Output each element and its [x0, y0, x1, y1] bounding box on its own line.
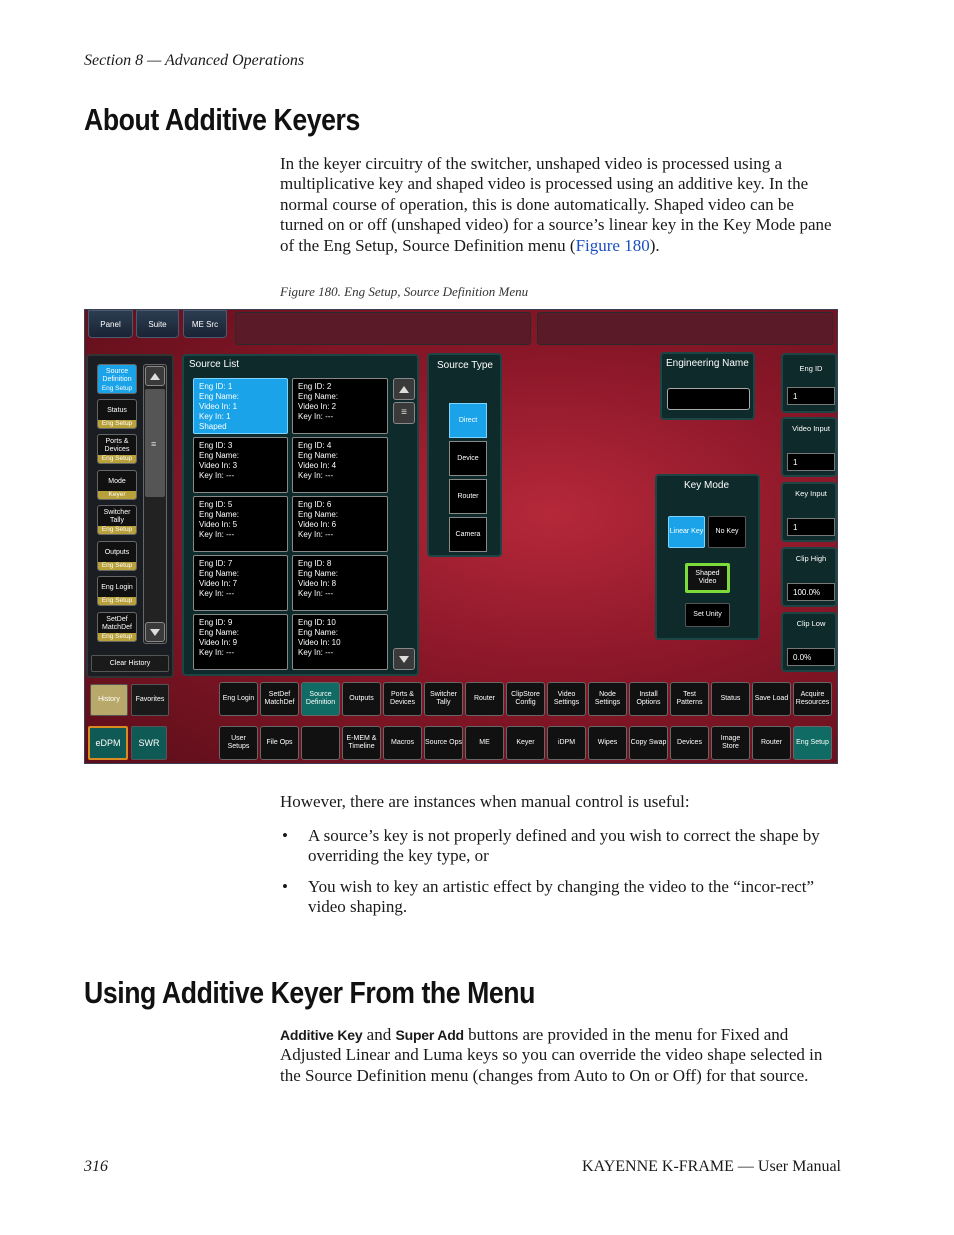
cell-line: Key In: ---	[298, 471, 334, 480]
side-outputs[interactable]	[97, 541, 137, 571]
cell-line: Eng Name:	[298, 392, 339, 401]
source-type-camera[interactable]: Camera	[449, 517, 487, 552]
nav-button-me[interactable]: ME	[465, 726, 504, 760]
cell-line: Eng Name:	[199, 628, 240, 637]
intro-text-end: ).	[649, 235, 660, 255]
page-number: 316	[84, 1158, 108, 1175]
eng-id-param	[781, 353, 837, 413]
figure-caption: Figure 180. Eng Setup, Source Definition Menu	[280, 284, 529, 299]
key-input-param	[781, 482, 837, 542]
eng-id-label: Eng ID	[799, 364, 823, 373]
additive-key-term: Additive Key	[280, 1027, 363, 1043]
key-input-value[interactable]: 1	[787, 518, 835, 536]
nav-button-eng-login[interactable]: Eng Login	[219, 682, 258, 716]
nav-button-image-store[interactable]: Image Store	[711, 726, 750, 760]
tab-me-src[interactable]: ME Src	[183, 310, 227, 338]
clip-low-value[interactable]: 0.0%	[787, 648, 835, 666]
nav-button-user-setups[interactable]: User Setups	[219, 726, 258, 760]
side-label: Switcher Tally	[103, 509, 131, 524]
nav-button-source-ops[interactable]: Source Ops	[424, 726, 463, 760]
source-cell-10[interactable]	[292, 614, 388, 670]
source-cell-2[interactable]	[292, 378, 388, 434]
cell-line: Eng ID: 9	[199, 618, 233, 627]
nav-button-ports-devices[interactable]: Ports & Devices	[383, 682, 422, 716]
cell-line: Key In: ---	[298, 648, 334, 657]
source-cell-3[interactable]	[193, 437, 288, 493]
video-input-value[interactable]: 1	[787, 453, 835, 471]
nav-button-outputs[interactable]: Outputs	[342, 682, 381, 716]
side-status[interactable]	[97, 399, 137, 429]
nav-button-macros[interactable]: Macros	[383, 726, 422, 760]
nav-button-setdef-matchdef[interactable]: SetDef MatchDef	[260, 682, 299, 716]
nav-button-wipes[interactable]: Wipes	[588, 726, 627, 760]
source-type-router[interactable]: Router	[449, 479, 487, 514]
cell-line: Eng Name:	[298, 569, 339, 578]
cell-line: Eng ID: 3	[199, 441, 233, 450]
super-add-term: Super Add	[395, 1027, 464, 1043]
favorites-button[interactable]: Favorites	[131, 684, 169, 716]
side-label: Eng Login	[101, 584, 133, 591]
nav-button-e-mem-timeline[interactable]: E-MEM & Timeline	[342, 726, 381, 760]
cell-line: Eng ID: 6	[298, 500, 332, 509]
swr-button[interactable]: SWR	[131, 726, 167, 760]
nav-button-eng-setup[interactable]: Eng Setup	[793, 726, 832, 760]
eng-id-value[interactable]: 1	[787, 387, 835, 405]
side-label: SetDef MatchDef	[102, 616, 132, 631]
engineering-name-title: Engineering Name	[666, 358, 749, 369]
edpm-button[interactable]: eDPM	[88, 726, 128, 760]
source-cell-9[interactable]	[193, 614, 288, 670]
source-scroll-up-icon[interactable]	[393, 378, 415, 400]
cell-line: Video In: 2	[298, 402, 337, 411]
cell-line: Eng Name:	[199, 510, 240, 519]
cell-line: Eng ID: 5	[199, 500, 233, 509]
nav-button-acquire-resources[interactable]: Acquire Resources	[793, 682, 832, 716]
nav-button-clipstore-config[interactable]: ClipStore Config	[506, 682, 545, 716]
cell-line: Eng ID: 10	[298, 618, 336, 627]
source-type-title: Source Type	[437, 360, 493, 371]
source-cell-8[interactable]	[292, 555, 388, 611]
key-mode-panel	[655, 474, 760, 640]
side-label: Source Definition	[102, 368, 132, 383]
source-scroll-thumb-icon[interactable]: ≡	[393, 402, 415, 424]
nav-button-keyer[interactable]: Keyer	[506, 726, 545, 760]
clip-high-value[interactable]: 100.0%	[787, 583, 835, 601]
source-cell-7[interactable]	[193, 555, 288, 611]
nav-button-copy-swap[interactable]: Copy Swap	[629, 726, 668, 760]
scroll-up-icon[interactable]	[145, 366, 165, 386]
bullet-item: • A source’s key is not properly defined and you wish to correct the shape by overriding the key type, or	[280, 826, 840, 867]
nav-button-switcher-tally[interactable]: Switcher Tally	[424, 682, 463, 716]
source-cell-4[interactable]	[292, 437, 388, 493]
nav-button-video-settings[interactable]: Video Settings	[547, 682, 586, 716]
nav-button-router[interactable]: Router	[752, 726, 791, 760]
scroll-down-icon[interactable]	[145, 622, 165, 642]
nav-button-idpm[interactable]: iDPM	[547, 726, 586, 760]
cell-line: Video In: 4	[298, 461, 337, 470]
source-list-scrollbar[interactable]	[392, 378, 416, 670]
side-label: Ports & Devices	[104, 438, 130, 453]
cell-line: Eng Name:	[298, 510, 339, 519]
cell-line: Video In: 6	[298, 520, 337, 529]
nav-button-test-patterns[interactable]: Test Patterns	[670, 682, 709, 716]
key-mode-title: Key Mode	[684, 480, 730, 491]
clear-history-button[interactable]: Clear History	[91, 655, 169, 672]
intro-text: In the keyer circuitry of the switcher, unshaped video is processed using a multiplicative key and shaped video is processed using an additive key. In the normal course of operation, this is done automatically. Shaped video can be turned on or off (unshaped video) for a source’s linear key in the Key Mode pane of the Eng Setup, Source Definition menu (	[280, 154, 832, 255]
eng-setup-screenshot	[84, 309, 838, 764]
video-input-param	[781, 417, 837, 477]
side-eng-login[interactable]	[97, 576, 137, 606]
side-ports-devices[interactable]	[97, 434, 137, 464]
history-nav-panel	[86, 354, 174, 678]
cell-line: Key In: ---	[199, 589, 235, 598]
nav-button-status[interactable]: Status	[711, 682, 750, 716]
cell-line: Video In: 10	[298, 638, 341, 647]
source-cell-1[interactable]	[193, 378, 288, 434]
side-sub: Eng Setup	[98, 633, 136, 641]
nav-button-file-ops[interactable]: File Ops	[260, 726, 299, 760]
side-sub: Eng Setup	[98, 420, 136, 428]
side-label: Status	[107, 407, 127, 414]
source-scroll-down-icon[interactable]	[393, 648, 415, 670]
linear-key-button[interactable]: Linear Key	[668, 516, 705, 548]
cell-line: Key In: ---	[199, 530, 235, 539]
and-text: and	[362, 1025, 396, 1044]
side-sub: Eng Setup	[98, 562, 136, 570]
cell-line: Key In: ---	[199, 471, 235, 480]
side-switcher-tally[interactable]	[97, 505, 137, 535]
cell-line: Eng Name:	[199, 392, 240, 401]
cell-line: Video In: 8	[298, 579, 337, 588]
cell-line: Key In: ---	[298, 412, 334, 421]
cell-line: Key In: ---	[199, 648, 235, 657]
nav-button-source-definition[interactable]: Source Definition	[301, 682, 340, 716]
grip-icon: ≡	[151, 439, 157, 449]
nav-button-router[interactable]: Router	[465, 682, 504, 716]
side-label: Mode	[108, 478, 126, 485]
nav-button-blank[interactable]	[301, 726, 340, 760]
cell-line: Key In: ---	[298, 589, 334, 598]
source-list-panel	[182, 354, 419, 676]
intro-paragraph	[280, 154, 840, 256]
cell-line: Eng Name:	[199, 569, 240, 578]
cell-line: Eng ID: 2	[298, 382, 332, 391]
tab-suite[interactable]: Suite	[136, 310, 179, 338]
heading-using-additive-keyer: Using Additive Keyer From the Menu	[84, 975, 536, 1010]
para-manual-control: However, there are instances when manual control is useful:	[280, 792, 690, 811]
cell-line: Eng ID: 1	[199, 382, 233, 391]
nav-button-install-options[interactable]: Install Options	[629, 682, 668, 716]
cell-line: Eng Name:	[298, 451, 339, 460]
nav-button-save-load[interactable]: Save Load	[752, 682, 791, 716]
clip-high-label: Clip High	[795, 554, 827, 563]
source-cell-6[interactable]	[292, 496, 388, 552]
cell-line: Video In: 7	[199, 579, 238, 588]
cell-line: Video In: 3	[199, 461, 238, 470]
side-mode-keyer[interactable]	[97, 470, 137, 500]
source-type-panel	[427, 353, 502, 557]
cell-line: Video In: 1	[199, 402, 238, 411]
additive-key-paragraph	[280, 1025, 840, 1086]
scroll-thumb[interactable]	[145, 389, 165, 497]
nav-button-devices[interactable]: Devices	[670, 726, 709, 760]
side-sub: Eng Setup	[98, 526, 136, 534]
shaped-video-button[interactable]: Shaped Video	[685, 563, 730, 593]
source-list-title: Source List	[189, 359, 240, 370]
cell-line: Eng ID: 4	[298, 441, 332, 450]
heading-about-additive-keyers: About Additive Keyers	[84, 102, 360, 137]
side-sub: Eng Setup	[98, 597, 136, 605]
key-input-label: Key Input	[795, 489, 827, 498]
cell-line: Eng ID: 7	[199, 559, 233, 568]
clip-low-param	[781, 612, 837, 672]
footer-title: KAYENNE K-FRAME — User Manual	[582, 1158, 841, 1175]
cell-line: Eng Name:	[199, 451, 240, 460]
figure-180-link[interactable]: Figure 180	[575, 235, 650, 255]
cell-line: Video In: 5	[199, 520, 238, 529]
side-sub: Keyer	[98, 491, 136, 499]
bullet-item: • You wish to key an artistic effect by changing the video to the “incor-rect” video shaping.	[280, 877, 840, 918]
video-input-label: Video Input	[792, 424, 830, 433]
side-scrollbar[interactable]	[143, 364, 167, 644]
side-source-definition[interactable]	[97, 364, 137, 394]
engineering-name-panel	[660, 352, 755, 420]
engineering-name-input[interactable]	[667, 388, 750, 410]
cell-line: Eng ID: 8	[298, 559, 332, 568]
source-cell-5[interactable]	[193, 496, 288, 552]
side-setdef-matchdef[interactable]	[97, 612, 137, 642]
para3-text: buttons are provided in the menu for Fixed and Adjusted Linear and Luma keys so you can override the video shape selected in the Source Definition menu (changes from Auto to On or Off) for that source.	[280, 1025, 823, 1085]
side-sub: Eng Setup	[98, 385, 136, 393]
nav-button-node-settings[interactable]: Node Settings	[588, 682, 627, 716]
side-label: Outputs	[104, 549, 130, 556]
top-status-bar-1	[235, 312, 531, 345]
set-unity-button[interactable]: Set Unity	[685, 603, 730, 627]
cell-line: Video In: 9	[199, 638, 238, 647]
no-key-button[interactable]: No Key	[708, 516, 746, 548]
bullet-list	[280, 826, 840, 928]
history-button[interactable]: History	[90, 684, 128, 716]
clip-high-param	[781, 547, 837, 607]
cell-line: Shaped	[199, 422, 227, 431]
running-head: Section 8 — Advanced Operations	[84, 52, 305, 69]
top-status-bar-2	[537, 312, 833, 345]
cell-line: Eng Name:	[298, 628, 339, 637]
tab-panel[interactable]: Panel	[88, 310, 133, 338]
cell-line: Key In: ---	[298, 530, 334, 539]
clip-low-label: Clip Low	[796, 619, 826, 628]
cell-line: Key In: 1	[199, 412, 231, 421]
side-sub: Eng Setup	[98, 455, 136, 463]
source-type-direct[interactable]: Direct	[449, 403, 487, 438]
source-type-device[interactable]: Device	[449, 441, 487, 476]
